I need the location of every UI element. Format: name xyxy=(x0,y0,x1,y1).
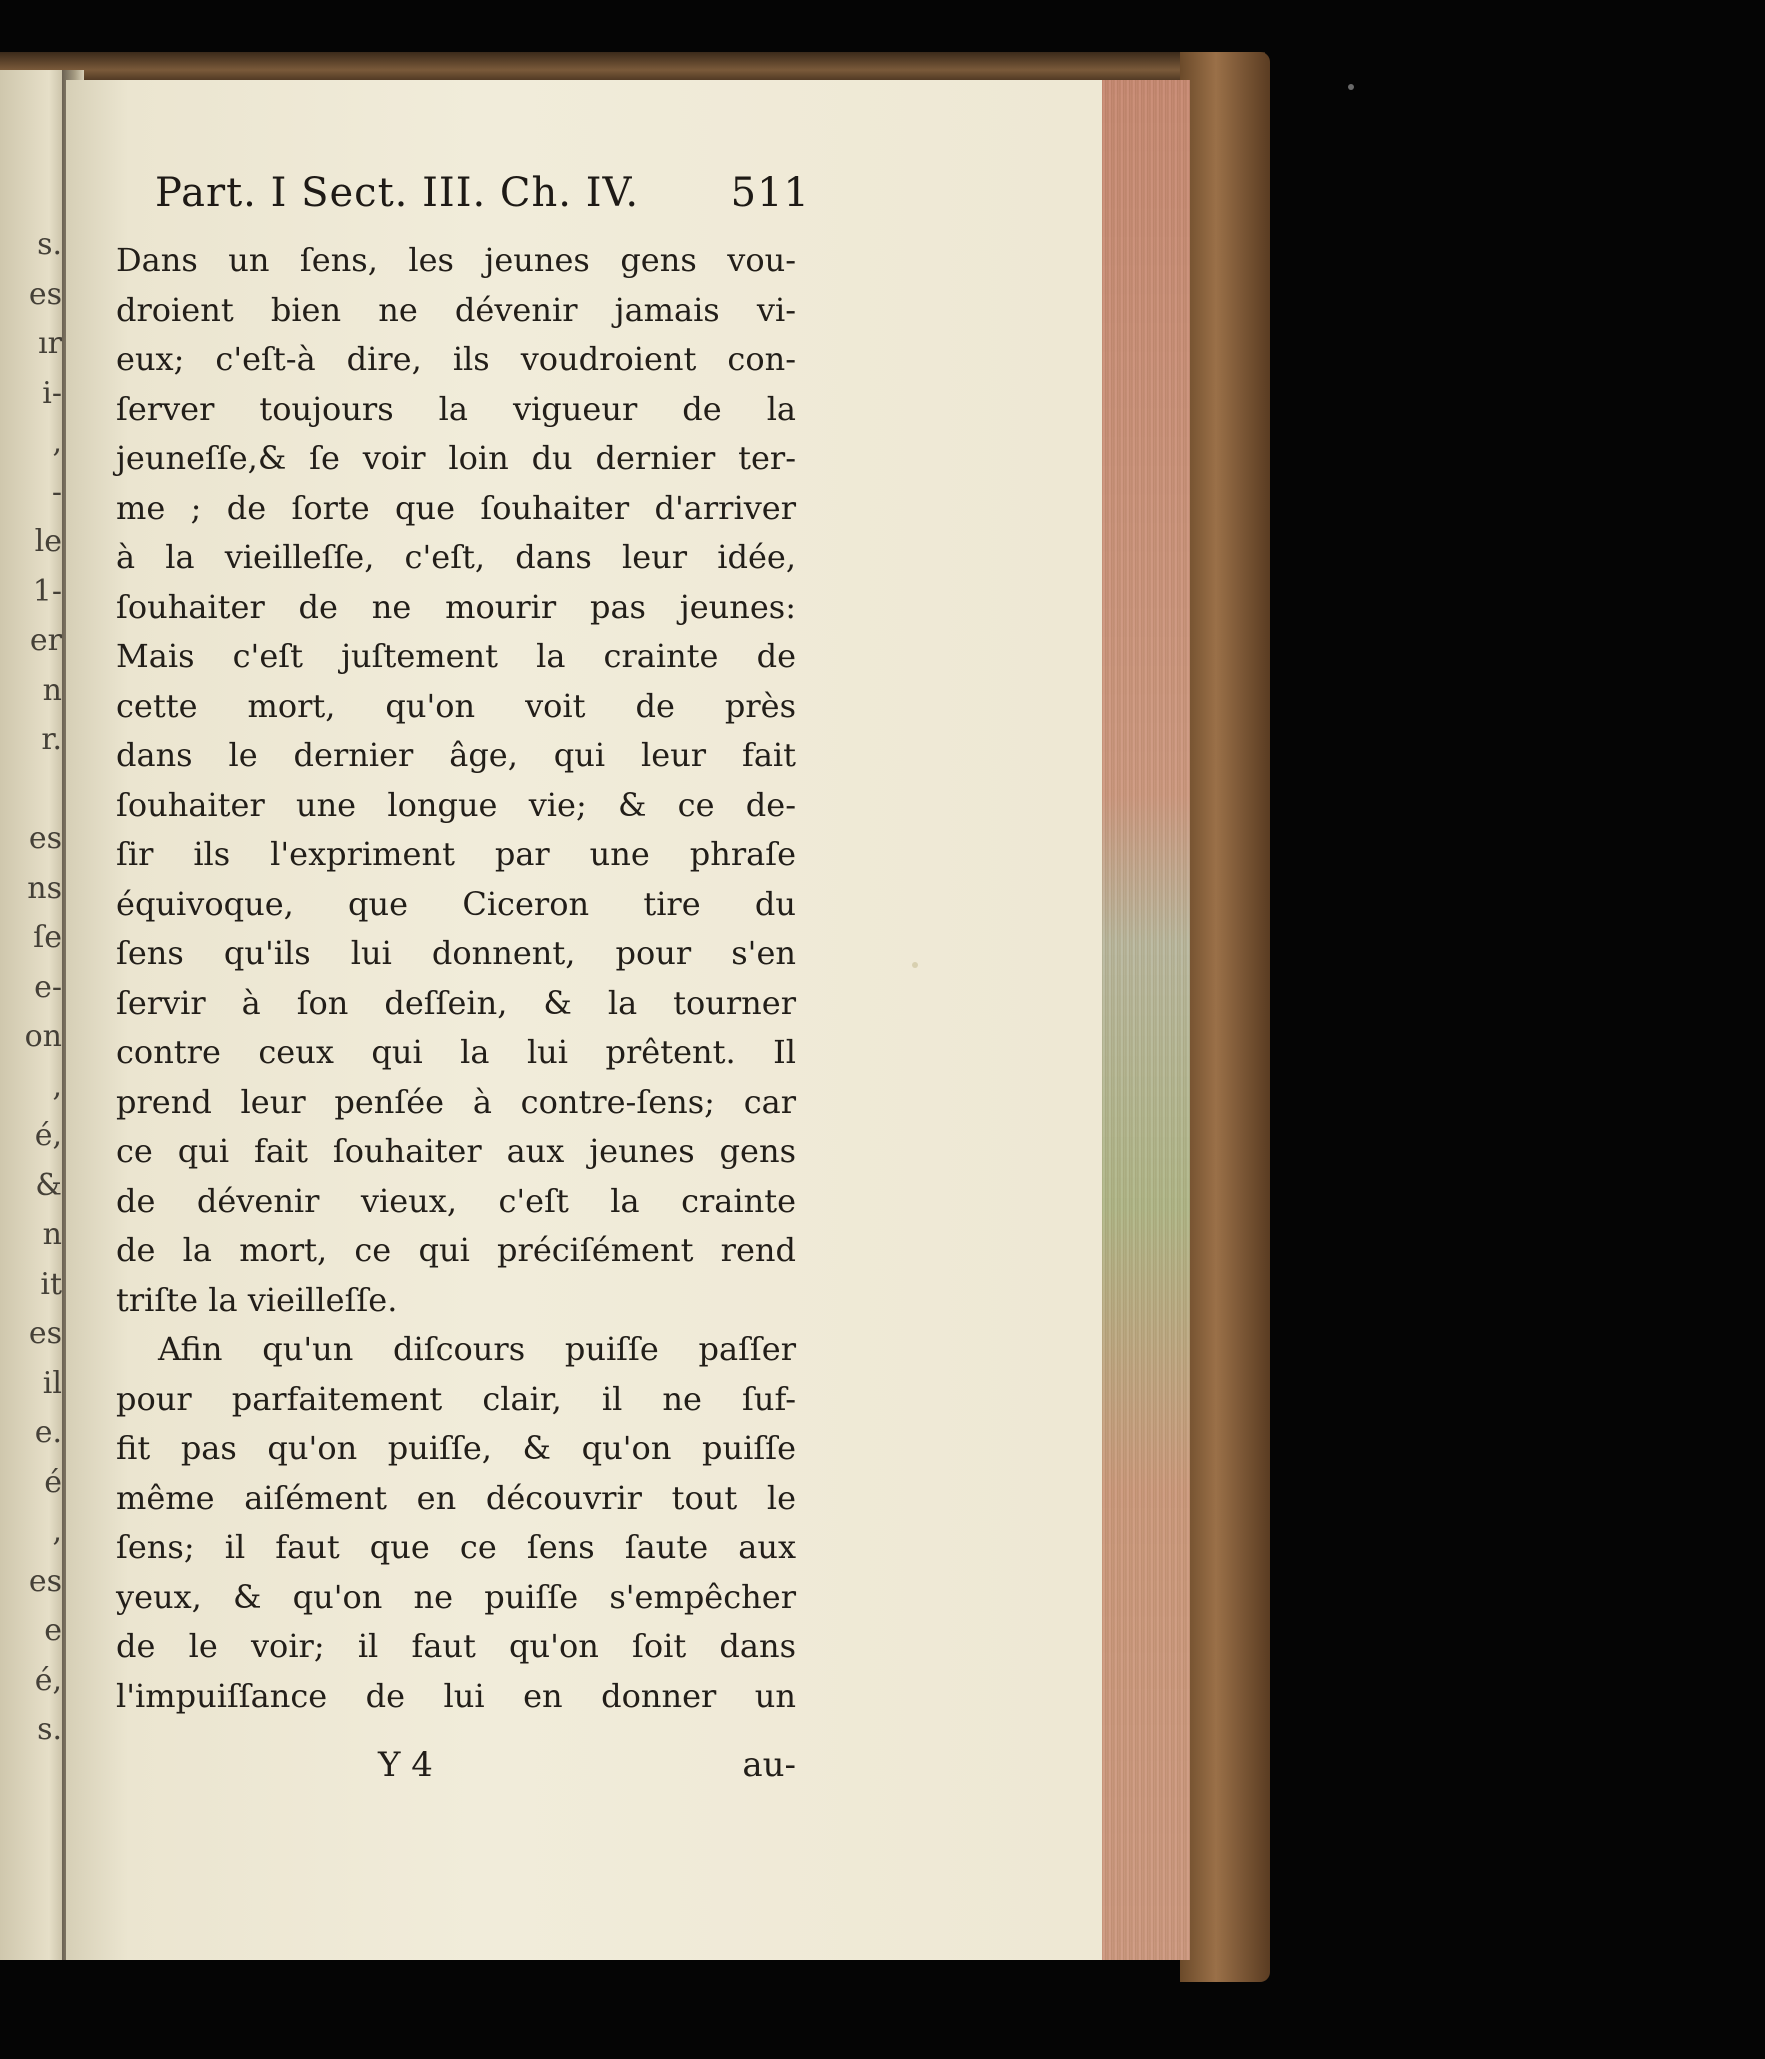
book-cover-edge xyxy=(1180,52,1270,1982)
facing-page-fragment: on xyxy=(24,1019,62,1054)
dust-speck xyxy=(1348,84,1354,90)
text-line: ſens; il faut que ce ſens ſaute aux xyxy=(116,1528,796,1566)
facing-page-fragment: es xyxy=(28,821,62,856)
text-line: Dans un ſens, les jeunes gens vou- xyxy=(116,241,796,279)
page-fore-edge xyxy=(1100,80,1190,1960)
facing-page-fragment: ns xyxy=(27,870,62,906)
facing-page-fragment: s. xyxy=(37,227,62,262)
text-line: ſerver toujours la vigueur de la xyxy=(116,389,796,428)
text-line: l'impuiſſance de lui en donner un xyxy=(116,1676,796,1715)
text-line: ſir ils l'expriment par une phraſe xyxy=(116,835,796,873)
facing-page-fragment: e xyxy=(44,1613,62,1648)
page-header xyxy=(155,170,810,230)
text-line: me ; de ſorte que ſouhaiter d'arriver xyxy=(116,488,796,527)
facing-page-fragment: 1- xyxy=(32,573,62,609)
facing-page-fragment: er xyxy=(29,623,62,658)
facing-page-fragment: r. xyxy=(41,722,62,757)
running-title: Part. I Sect. III. Ch. IV. xyxy=(155,170,640,216)
page-number: 511 xyxy=(730,170,810,216)
facing-page-fragment: ſe xyxy=(33,920,62,955)
facing-page-fragment: le xyxy=(34,524,62,559)
text-line: équivoque, que Ciceron tire du xyxy=(116,884,796,923)
facing-page-fragment: i- xyxy=(42,375,62,411)
text-line: ſouhaiter une longue vie; & ce de- xyxy=(116,785,796,824)
facing-page-fragment: n xyxy=(42,1217,62,1252)
facing-page-fragment: il xyxy=(42,1365,62,1401)
catchword: au- xyxy=(742,1745,796,1785)
text-line: ce qui fait ſouhaiter aux jeunes gens xyxy=(116,1132,796,1170)
text-line: ſouhaiter de ne mourir pas jeunes: xyxy=(116,587,796,626)
facing-page-fragment: é xyxy=(44,1464,62,1500)
text-line: même aiſément en découvrir tout le xyxy=(116,1478,796,1517)
facing-page-fragment: e- xyxy=(34,969,62,1005)
facing-page-fragment: é, xyxy=(34,1118,62,1153)
text-line: fit pas qu'on puiſſe, & qu'on puiſſe xyxy=(116,1429,796,1467)
text-line: jeuneſſe,& ſe voir loin du dernier ter- xyxy=(116,439,796,477)
facing-page-fragment: e. xyxy=(34,1415,62,1450)
facing-page-fragment: , xyxy=(52,1068,62,1104)
text-line: contre ceux qui la lui prêtent. Il xyxy=(116,1033,796,1071)
facing-page-fragment: es xyxy=(28,1563,62,1599)
page-footer xyxy=(116,1745,796,1795)
text-line: Mais c'eſt juſtement la crainte de xyxy=(116,637,796,675)
text-line: cette mort, qu'on voit de près xyxy=(116,686,796,725)
facing-page-fragment: , xyxy=(52,425,62,460)
text-line: de la mort, ce qui préciſément rend xyxy=(116,1231,796,1269)
text-line: à la vieilleſſe, c'eſt, dans leur idée, xyxy=(116,538,796,576)
page-body-text xyxy=(116,236,796,1721)
text-line: de dévenir vieux, c'eſt la crainte xyxy=(116,1181,796,1220)
facing-page-fragment: it xyxy=(40,1266,62,1302)
facing-page-fragment: & xyxy=(35,1167,62,1203)
text-line: dans le dernier âge, qui leur fait xyxy=(116,736,796,774)
facing-page-fragment: n xyxy=(42,672,62,708)
text-line: triſte la vieilleſſe. xyxy=(116,1280,398,1319)
facing-page-fragment: es xyxy=(28,1316,62,1351)
facing-page-fragment: s. xyxy=(37,1712,62,1747)
paper-speck xyxy=(912,962,918,968)
signature-mark: Y 4 xyxy=(378,1745,433,1785)
text-line: ſervir à ſon deſſein, & la tourner xyxy=(116,983,796,1022)
text-line: Afin qu'un diſcours puiſſe paſſer xyxy=(158,1330,796,1368)
facing-page-fragment: ır xyxy=(38,326,62,361)
text-line: yeux, & qu'on ne puiſſe s'empêcher xyxy=(116,1577,796,1616)
text-line: ſens qu'ils lui donnent, pour s'en xyxy=(116,934,796,972)
facing-page-fragment: es xyxy=(28,276,62,312)
facing-page-text-fragments xyxy=(2,220,62,1755)
text-line: eux; c'eſt-à dire, ils voudroient con- xyxy=(116,340,796,378)
book-cover-top xyxy=(0,52,1265,82)
text-line: pour parfaitement clair, il ne ſuf- xyxy=(116,1379,796,1418)
facing-page-fragment: é, xyxy=(34,1662,62,1698)
text-line: prend leur penſée à contre-ſens; car xyxy=(116,1082,796,1121)
facing-page-fragment: - xyxy=(51,474,62,510)
text-line: de le voir; il faut qu'on ſoit dans xyxy=(116,1627,796,1665)
facing-page-fragment: , xyxy=(52,1514,62,1549)
facing-page-fragment xyxy=(2,765,62,815)
text-line: droient bien ne dévenir jamais vi- xyxy=(116,290,796,329)
